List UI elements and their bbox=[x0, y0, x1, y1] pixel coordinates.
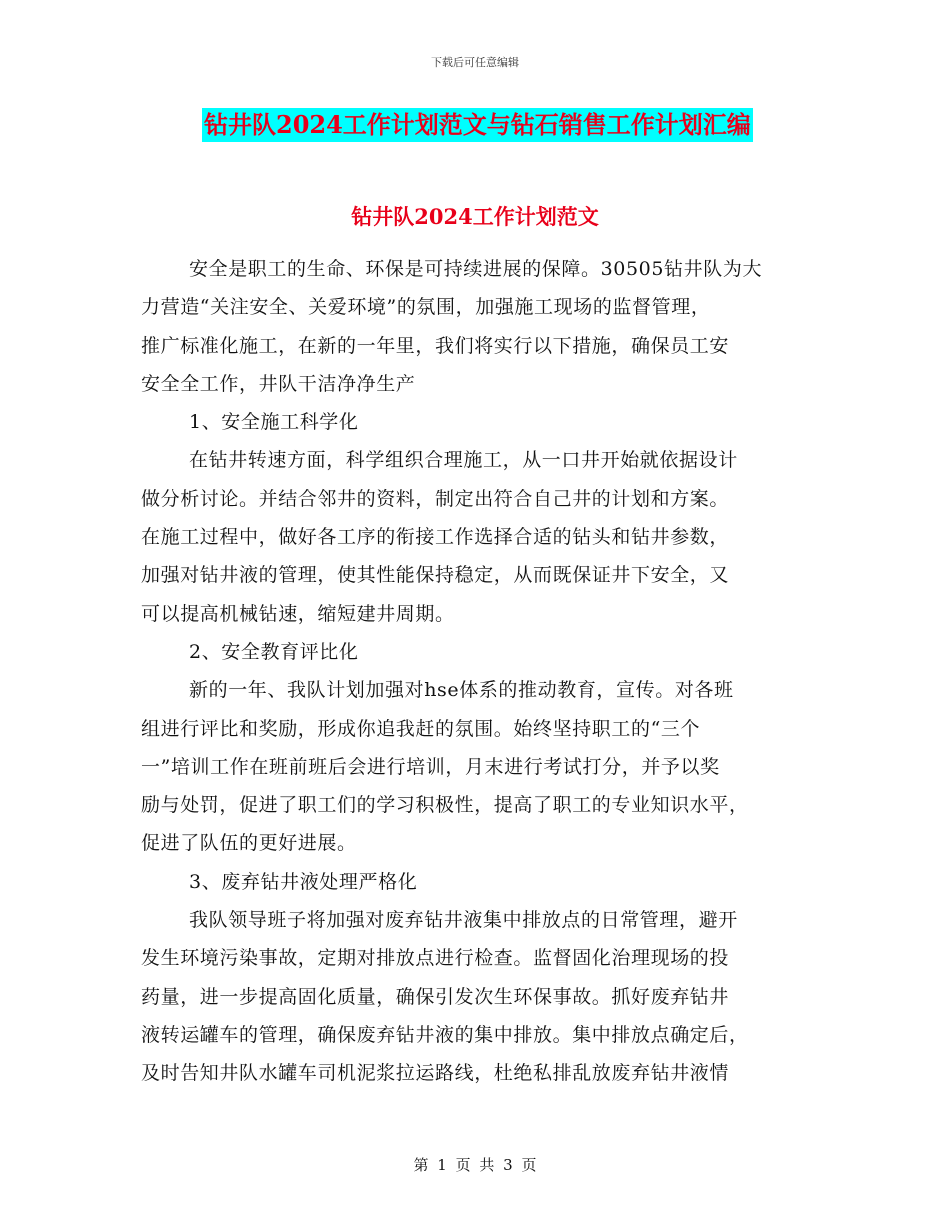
body-line: 组进行评比和奖励，形成你追我赶的氛围。始终坚持职工的“三个 bbox=[141, 717, 701, 740]
body-line: 2、安全教育评比化 bbox=[189, 640, 359, 663]
body-line: 励与处罚，促进了职工们的学习积极性，提高了职工的专业知识水平， bbox=[141, 794, 749, 817]
body-line: 推广标准化施工，在新的一年里，我们将实行以下措施，确保员工安 bbox=[141, 334, 730, 357]
body-line: 在施工过程中，做好各工序的衔接工作选择合适的钻头和钻井参数， bbox=[141, 526, 730, 549]
body-line: 力营造“关注安全、关爱环境”的氛围，加强施工现场的监督管理， bbox=[141, 296, 711, 319]
body-line: 加强对钻井液的管理，使其性能保持稳定，从而既保证井下安全，又 bbox=[141, 564, 730, 587]
body-line: 新的一年、我队计划加强对hse体系的推动教育，宣传。对各班 bbox=[189, 679, 734, 702]
body-line: 1、安全施工科学化 bbox=[189, 411, 359, 434]
body-line: 发生环境污染事故，定期对排放点进行检查。监督固化治理现场的投 bbox=[141, 947, 730, 970]
document-title-container bbox=[202, 108, 753, 142]
page-number: 第 1 页 共 3 页 bbox=[413, 1156, 537, 1174]
body-line: 我队领导班子将加强对废弃钻井液集中排放点的日常管理，避开 bbox=[189, 909, 738, 932]
body-line: 安全全工作，井队干洁净净生产 bbox=[141, 372, 416, 395]
body-line: 安全是职工的生命、环保是可持续进展的保障。30505钻井队为大 bbox=[189, 258, 763, 280]
document-title: 钻井队2024工作计划范文与钻石销售工作计划汇编 bbox=[202, 108, 753, 142]
body-line: 促进了队伍的更好进展。 bbox=[141, 832, 357, 855]
header-note: 下载后可任意编辑 bbox=[431, 56, 519, 69]
section-title: 钻井队2024工作计划范文 bbox=[351, 204, 599, 229]
body-line: 可以提高机械钻速，缩短建井周期。 bbox=[141, 602, 455, 625]
body-text bbox=[141, 250, 801, 1093]
body-line: 在钻井转速方面，科学组织合理施工，从一口井开始就依据设计 bbox=[189, 449, 738, 472]
body-line: 液转运罐车的管理，确保废弃钻井液的集中排放。集中排放点确定后， bbox=[141, 1023, 749, 1046]
body-line: 3、废弃钻井液处理严格化 bbox=[189, 870, 418, 893]
body-line: 药量，进一步提高固化质量，确保引发次生环保事故。抓好废弃钻井 bbox=[141, 985, 730, 1008]
body-line: 及时告知井队水罐车司机泥浆拉运路线，杜绝私排乱放废弃钻井液情 bbox=[141, 1062, 730, 1085]
body-line: 一”培训工作在班前班后会进行培训，月末进行考试打分，并予以奖 bbox=[141, 755, 720, 778]
body-line: 做分析讨论。并结合邻井的资料，制定出符合自己井的计划和方案。 bbox=[141, 487, 730, 510]
